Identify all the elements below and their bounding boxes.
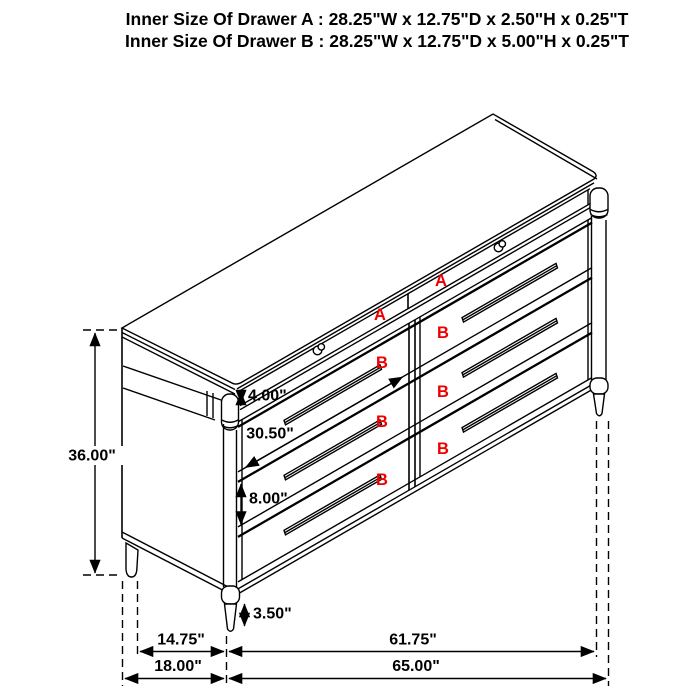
dim-label-drawer-width: 30.50" [246,425,294,443]
front-right-leg [594,394,605,416]
legs [126,378,608,631]
dim-total-height [63,330,123,575]
label-drawer-b-left-2: B [376,413,388,431]
dresser-top-face [122,114,596,384]
dim-label-total-depth: 18.00" [154,658,202,675]
dim-label-total-width: 65.00" [392,658,440,675]
right-post-cap [590,188,608,218]
front-left-leg [225,604,237,631]
front-right-leg-cap [590,378,608,394]
front-left-leg-cap [222,586,240,604]
dresser-drawing [122,114,608,631]
label-drawer-b-right-3: B [437,440,449,458]
label-drawer-b-left-3: B [376,471,388,489]
label-drawer-b-right-1: B [437,324,449,342]
label-drawer-b-left-1: B [376,354,388,372]
back-left-leg [126,543,138,577]
dim-leg-height [245,604,292,626]
dim-overall-row [125,658,606,679]
dim-drawer-b-height [241,484,288,525]
dim-label-drawer-a-height: 4.00" [248,387,287,405]
dim-label-total-height: 36.00" [68,447,116,465]
title-drawer-b: Inner Size Of Drawer B : 28.25"W x 12.75"D x 5.00"H x 0.25"T [125,31,629,51]
label-drawer-a-right: A [435,272,447,290]
title-drawer-a: Inner Size Of Drawer A : 28.25"W x 12.75"D x 2.50"H x 0.25"T [125,9,629,29]
dim-label-drawer-b-height: 8.00" [249,490,288,508]
dim-label-leg-height: 3.50" [253,605,292,623]
dim-leg-spacing-row [140,632,594,652]
label-drawer-b-right-2: B [437,383,449,401]
label-drawer-a-left: A [374,306,386,324]
dim-drawer-a-height [241,388,287,405]
dim-label-leg-spacing-depth: 14.75" [157,631,205,649]
dim-label-leg-spacing-width: 61.75" [389,631,437,649]
